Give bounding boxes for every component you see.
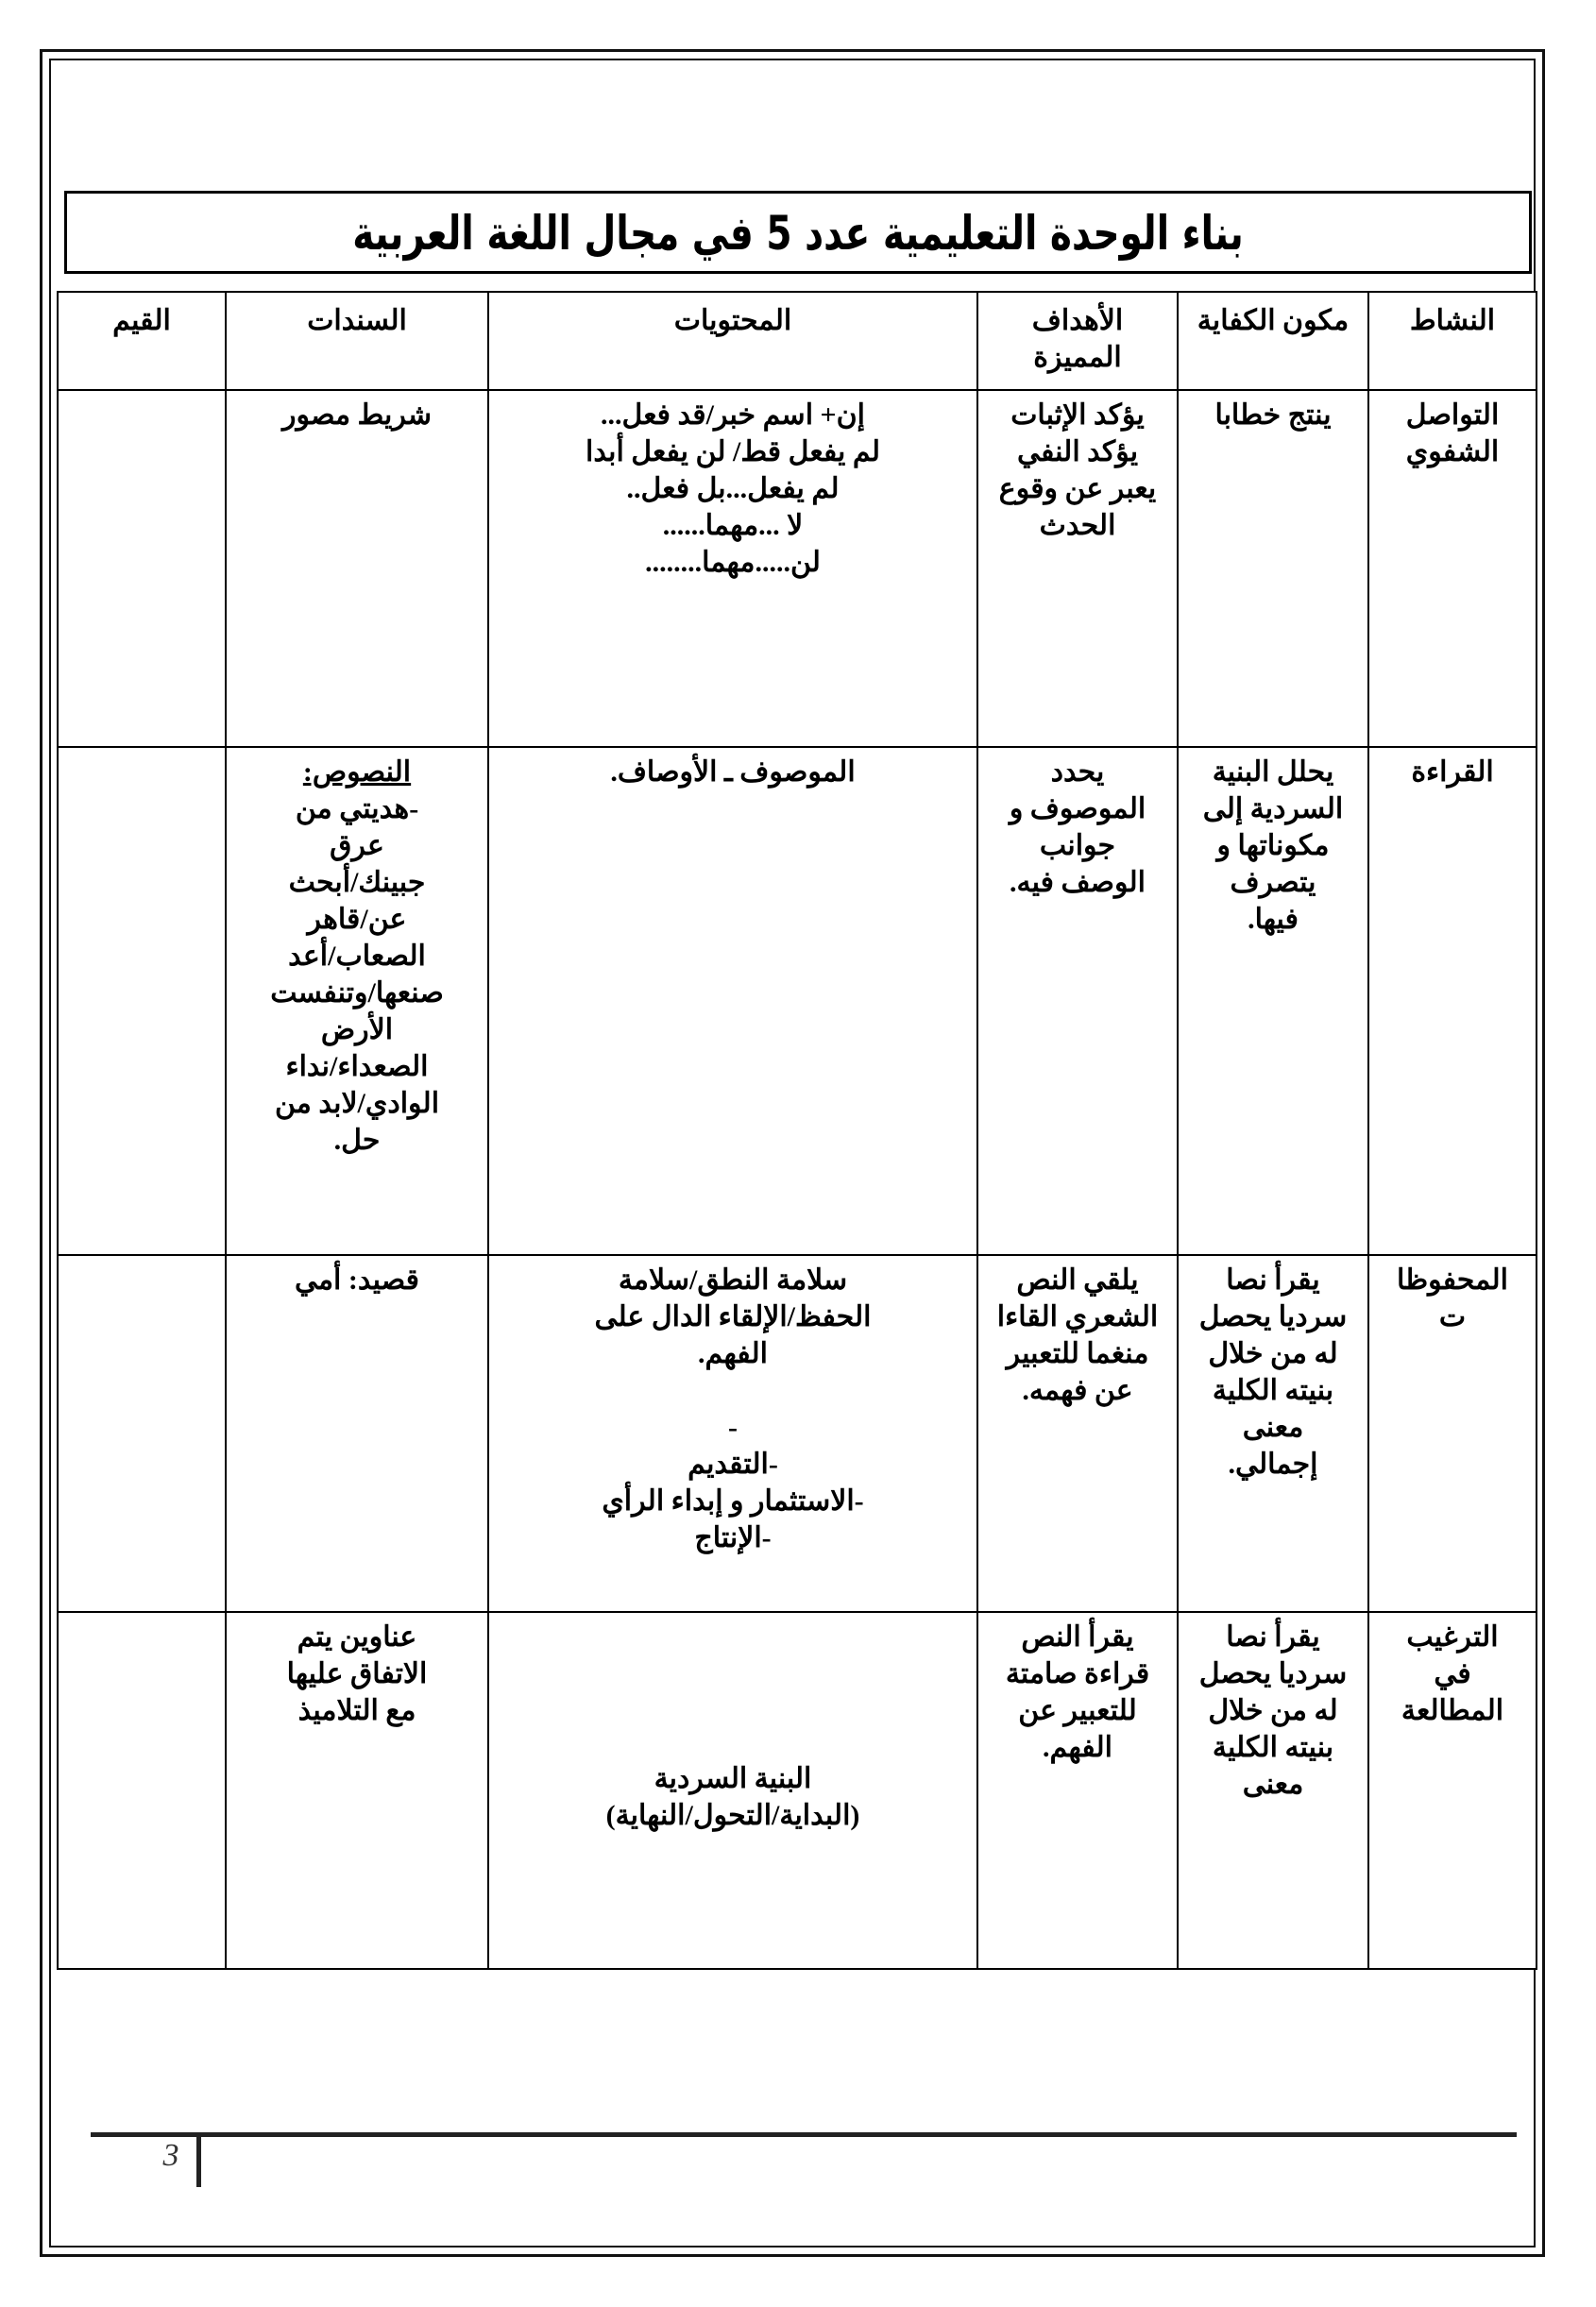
footer-rule	[91, 2132, 1517, 2137]
cell-supports	[226, 747, 488, 1255]
text-line: عرق	[330, 830, 384, 861]
text-line: معنى	[1242, 1412, 1304, 1443]
cell-objectives	[977, 747, 1178, 1255]
activity-lines	[1377, 1262, 1528, 1335]
text-line: الحدث	[1039, 510, 1116, 541]
text-line: يعبر عن وقوع	[998, 473, 1157, 504]
cell-values	[58, 390, 226, 747]
page-title: بناء الوحدة التعليمية عدد 5 في مجال اللغة العربية	[352, 206, 1244, 262]
cell-activity	[1368, 1612, 1537, 1969]
text-line: الترغيب	[1406, 1621, 1499, 1653]
text-line: قراءة صامتة	[1005, 1658, 1150, 1689]
supports-heading: النصوص:	[302, 756, 412, 788]
text-line: مع التلاميذ	[297, 1695, 416, 1726]
text-line: المحفوظا	[1397, 1264, 1508, 1296]
text-line: -الاستثمار و إبداء الرأي	[602, 1485, 864, 1517]
cell-competency-component	[1178, 747, 1368, 1255]
text-line: يؤكد النفي	[1016, 436, 1139, 467]
text-line: عناوين يتم	[297, 1621, 417, 1653]
text-line: لا ...مهما......	[662, 510, 804, 541]
document-sheet	[57, 185, 1536, 2121]
cell-supports	[226, 1612, 488, 1969]
text-line: الاتفاق عليها	[286, 1658, 428, 1689]
cell-values	[58, 1255, 226, 1612]
activity-lines	[1377, 754, 1528, 790]
text-line: مكوناتها و	[1216, 830, 1330, 861]
text-line: له من خلال	[1208, 1695, 1338, 1726]
text-line: منغما للتعبير	[1006, 1338, 1149, 1369]
supports-lines	[234, 1262, 480, 1298]
document-title-box	[64, 191, 1532, 274]
text-line: إجمالي.	[1228, 1449, 1318, 1480]
text-line: سلامة النطق/سلامة	[618, 1264, 848, 1296]
text-line: السردية إلى	[1202, 793, 1344, 824]
text-line: -هديتي من	[295, 793, 419, 824]
column-header-contents: المحتويات	[488, 292, 977, 390]
text-line: يؤكد الإثبات	[1010, 399, 1145, 431]
supports-lines	[234, 397, 480, 433]
text-line: ت	[1438, 1301, 1467, 1332]
text-line: يتصرف	[1230, 867, 1316, 898]
objectives-lines	[986, 1619, 1169, 1766]
text-line: الموصوف ـ الأوصاف.	[610, 756, 856, 788]
supports-lines	[234, 790, 480, 1159]
text-line: عن/قاهر	[307, 904, 407, 935]
page-footer	[91, 2132, 1517, 2217]
text-line: الحفظ/الإلقاء الدال على	[594, 1301, 872, 1332]
text-line: معنى	[1242, 1769, 1304, 1800]
cell-activity	[1368, 747, 1537, 1255]
column-header-supports: السندات	[226, 292, 488, 390]
column-header-objectives: الأهداف المميزة	[977, 292, 1178, 390]
column-header-activity: النشاط	[1368, 292, 1537, 390]
text-line: يقرأ نصا	[1226, 1264, 1320, 1296]
text-line: عن فهمه.	[1022, 1375, 1133, 1406]
text-line: الفهم.	[1043, 1732, 1112, 1763]
text-line: لم يفعل قط/ لن يفعل أبدا	[586, 436, 880, 467]
text-line: الشعري القاءا	[996, 1301, 1159, 1332]
text-line: الموصوف و	[1009, 793, 1146, 824]
cell-contents	[488, 390, 977, 747]
component-lines	[1186, 1262, 1360, 1483]
text-line: له من خلال	[1208, 1338, 1338, 1369]
cell-supports	[226, 390, 488, 747]
text-line: المطالعة	[1401, 1695, 1504, 1726]
text-line: للتعبير عن	[1018, 1695, 1137, 1726]
text-line: حل.	[333, 1125, 381, 1156]
footer-divider	[196, 2132, 201, 2187]
text-line: الفهم.	[698, 1338, 768, 1369]
contents-lines	[497, 1262, 969, 1556]
component-lines	[1186, 754, 1360, 938]
text-line: إن+ اسم خبر/قد فعل...	[600, 399, 865, 431]
table-row	[58, 1255, 1537, 1612]
text-line: يقرأ النص	[1021, 1621, 1134, 1653]
text-line: الشفوي	[1405, 436, 1500, 467]
activity-lines	[1377, 397, 1528, 470]
table-header-row	[58, 292, 1537, 390]
text-line: يحلل البنية	[1212, 756, 1334, 788]
table-row	[58, 747, 1537, 1255]
text-line: لن.....مهما........	[645, 547, 821, 578]
text-line: ينتج خطابا	[1214, 399, 1332, 431]
contents-lines	[497, 754, 969, 790]
contents-lines	[497, 1760, 969, 1834]
objectives-lines	[986, 1262, 1169, 1409]
component-lines	[1186, 397, 1360, 433]
text-line: التواصل	[1405, 399, 1500, 431]
text-line: في	[1434, 1658, 1471, 1689]
text-line: سرديا يحصل	[1198, 1301, 1348, 1332]
text-line: بنيته الكلية	[1212, 1375, 1334, 1406]
text-line: -الإنتاج	[694, 1522, 772, 1553]
text-line: -التقديم	[688, 1449, 778, 1480]
cell-activity	[1368, 390, 1537, 747]
text-line: الوصف فيه.	[1010, 867, 1146, 898]
text-line: الصعداء/نداء	[285, 1051, 429, 1082]
objectives-lines	[986, 754, 1169, 901]
cell-values	[58, 747, 226, 1255]
text-line: الأرض	[320, 1014, 394, 1045]
cell-contents	[488, 1612, 977, 1969]
text-line: بنيته الكلية	[1212, 1732, 1334, 1763]
text-line: صنعها/وتنفست	[270, 977, 444, 1009]
cell-values	[58, 1612, 226, 1969]
column-header-values: القيم	[58, 292, 226, 390]
text-line: القراءة	[1411, 756, 1494, 788]
text-line: سرديا يحصل	[1198, 1658, 1348, 1689]
text-line: يلقي النص	[1016, 1264, 1139, 1296]
contents-lines	[497, 397, 969, 581]
text-line: البنية السردية	[654, 1763, 812, 1794]
text-line: لم يفعل...بل فعل..	[626, 473, 840, 504]
text-line: شريط مصور	[281, 399, 433, 431]
column-header-competency-component: مكون الكفاية	[1178, 292, 1368, 390]
cell-competency-component	[1178, 1255, 1368, 1612]
text-line: يقرأ نصا	[1226, 1621, 1320, 1653]
text-line: (البداية/التحول/النهاية)	[605, 1800, 860, 1831]
text-line: -	[728, 1412, 738, 1443]
table-row	[58, 390, 1537, 747]
component-lines	[1186, 1619, 1360, 1803]
lesson-plan-table	[57, 291, 1537, 1970]
text-line: فيها.	[1248, 904, 1299, 935]
page-number: 3	[162, 2138, 179, 2173]
text-line: يحدد	[1050, 756, 1105, 788]
cell-objectives	[977, 1612, 1178, 1969]
cell-competency-component	[1178, 1612, 1368, 1969]
objectives-lines	[986, 397, 1169, 544]
cell-contents	[488, 747, 977, 1255]
cell-objectives	[977, 1255, 1178, 1612]
text-line: قصيد: أمي	[294, 1264, 420, 1296]
text-line: جوانب	[1039, 830, 1116, 861]
cell-competency-component	[1178, 390, 1368, 747]
cell-activity	[1368, 1255, 1537, 1612]
cell-supports	[226, 1255, 488, 1612]
activity-lines	[1377, 1619, 1528, 1729]
text-line	[497, 1372, 969, 1409]
text-line: الصعاب/أعد	[288, 941, 426, 972]
cell-objectives	[977, 390, 1178, 747]
supports-lines	[234, 1619, 480, 1729]
cell-contents	[488, 1255, 977, 1612]
text-line: الوادي/لابد من	[274, 1088, 440, 1119]
table-row	[58, 1612, 1537, 1969]
text-line: جبينك/أبحث	[288, 867, 426, 898]
